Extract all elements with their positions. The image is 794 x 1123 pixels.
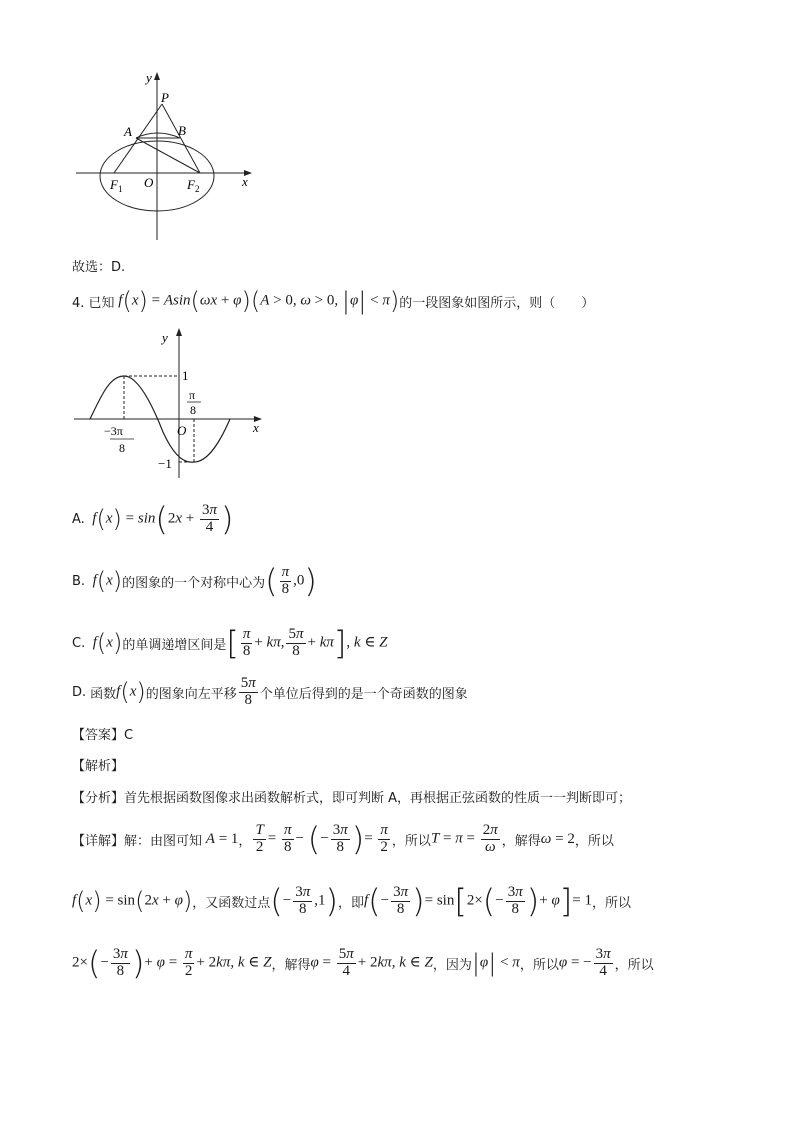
detail-line-3: 2×(− $\frac{3\pi}{8}$ )+ φ = $\frac{\pi}{2}$ + 2kπ, k ∈ Z ，解得 φ = $\frac{5\pi}{4}$ + 2kπ, k ∈ Z ，因为 |φ| < π ，所以 φ = − $\frac{3\pi}{4}$ ，所以 xyxy=(72,944,654,982)
option-a-formula: f(x) = sin(2x + $\frac{3\pi}{4}$ ) xyxy=(92,500,234,538)
option-b-label: B. xyxy=(72,573,86,589)
fig2-one-label: 1 xyxy=(182,368,189,383)
q4-tail: 的一段图象如图所示，则（ ） xyxy=(399,295,595,311)
option-d-label: D. xyxy=(72,684,87,700)
fenxi-tag: 【分析】 xyxy=(72,791,125,806)
fenxi-line xyxy=(72,787,631,806)
fig1-b-label: B xyxy=(178,123,186,138)
fig1-f2-sub: 2 xyxy=(195,184,200,194)
option-b: B. f(x) 的图象的一个对称中心为 ( $\frac{\pi}{8}$ ,0) xyxy=(72,562,317,600)
fig1-f1-sub: 1 xyxy=(118,184,123,194)
xiangjie-tag: 【详解】 xyxy=(72,833,125,849)
answer-tag: 【答案】 xyxy=(72,728,125,743)
fig1-y-label: y xyxy=(146,70,152,85)
option-a-label: A. xyxy=(72,511,85,527)
fenxi-text: 首先根据函数图像求出函数解析式，即可判断 A，再根据正弦函数的性质一一判断即可； xyxy=(124,791,632,806)
option-d-text1: 函数 xyxy=(90,686,117,702)
fig2-neg3pi-den: 8 xyxy=(119,441,125,455)
fig2-y-label: y xyxy=(162,330,168,345)
analysis-heading: 【解析】 xyxy=(72,759,125,774)
fig2-o-label: O xyxy=(177,423,187,438)
option-c-text: 的单调递增区间是 xyxy=(122,637,227,653)
fig2-pi-label: π xyxy=(189,388,196,402)
answer-value: C xyxy=(124,728,134,743)
option-d-text3: 个单位后得到的是一个奇函数的图象 xyxy=(259,686,468,702)
option-b-text: 的图象的一个对称中心为 xyxy=(122,575,266,591)
q4-number: 4. 已知 xyxy=(72,295,115,311)
option-c-label: C. xyxy=(72,635,86,651)
fig2-8-label: 8 xyxy=(190,403,196,417)
fig1-a-label: A xyxy=(124,124,132,139)
fig2-neg-one-label: −1 xyxy=(158,456,172,471)
fig1-o-label: O xyxy=(144,175,154,190)
fig2-x-label: x xyxy=(253,420,259,435)
fig1-f2-label: F xyxy=(187,177,195,192)
option-c-formula: [ $\frac{\pi}{8}$ + kπ, $\frac{5\pi}{8}$ + kπ], k ∈ Z xyxy=(226,624,388,662)
option-b-formula: ( $\frac{\pi}{8}$ ,0) xyxy=(265,562,317,600)
sine-graph xyxy=(70,322,270,482)
answer-line xyxy=(72,724,133,743)
q4-formula: f(x) = Asin(ωx + φ)(A > 0, ω > 0, |φ| < π) xyxy=(118,287,400,315)
detail-line-1: 【详解】 解：由图可知 A = 1 ， $\frac{T}{2}$ = $\frac{\pi}{8}$ − (− $\frac{3\pi}{8}$ )= $\frac{\pi}{2}$ ，所以 T = π = $\frac{2\pi}{\omega}$ ，解得 ω = 2 ，所以 xyxy=(72,820,614,858)
option-c: C. f(x) 的单调递增区间是 [ $\frac{\pi}{8}$ + kπ, $\frac{5\pi}{8}$ + kπ], k ∈ Z xyxy=(72,624,388,662)
fig1-x-label: x xyxy=(242,174,248,189)
option-a xyxy=(72,500,234,538)
option-d-text2: 的图象向左平移 xyxy=(145,686,237,702)
fig1-p-label: P xyxy=(161,90,169,105)
prev-answer: 故选：D. xyxy=(72,260,126,275)
question-4 xyxy=(72,287,594,315)
ellipse-figure xyxy=(70,68,260,246)
detail-line-2: f(x) = sin(2x + φ) ，又函数过点 (− $\frac{3\pi}{8}$ ,1) ，即 f(− $\frac{3\pi}{8}$ )= sin[2×(− $\frac{3\pi}{8}$ )+ φ]= 1 ，所以 xyxy=(72,882,631,920)
fig2-neg3pi-label: −3π xyxy=(104,424,123,438)
option-d: D. 函数 f(x) 的图象向左平移 $\frac{5\pi}{8}$ 个单位后得到的是一个奇函数的图象 xyxy=(72,675,468,708)
fig1-f1-label: F xyxy=(110,177,118,192)
